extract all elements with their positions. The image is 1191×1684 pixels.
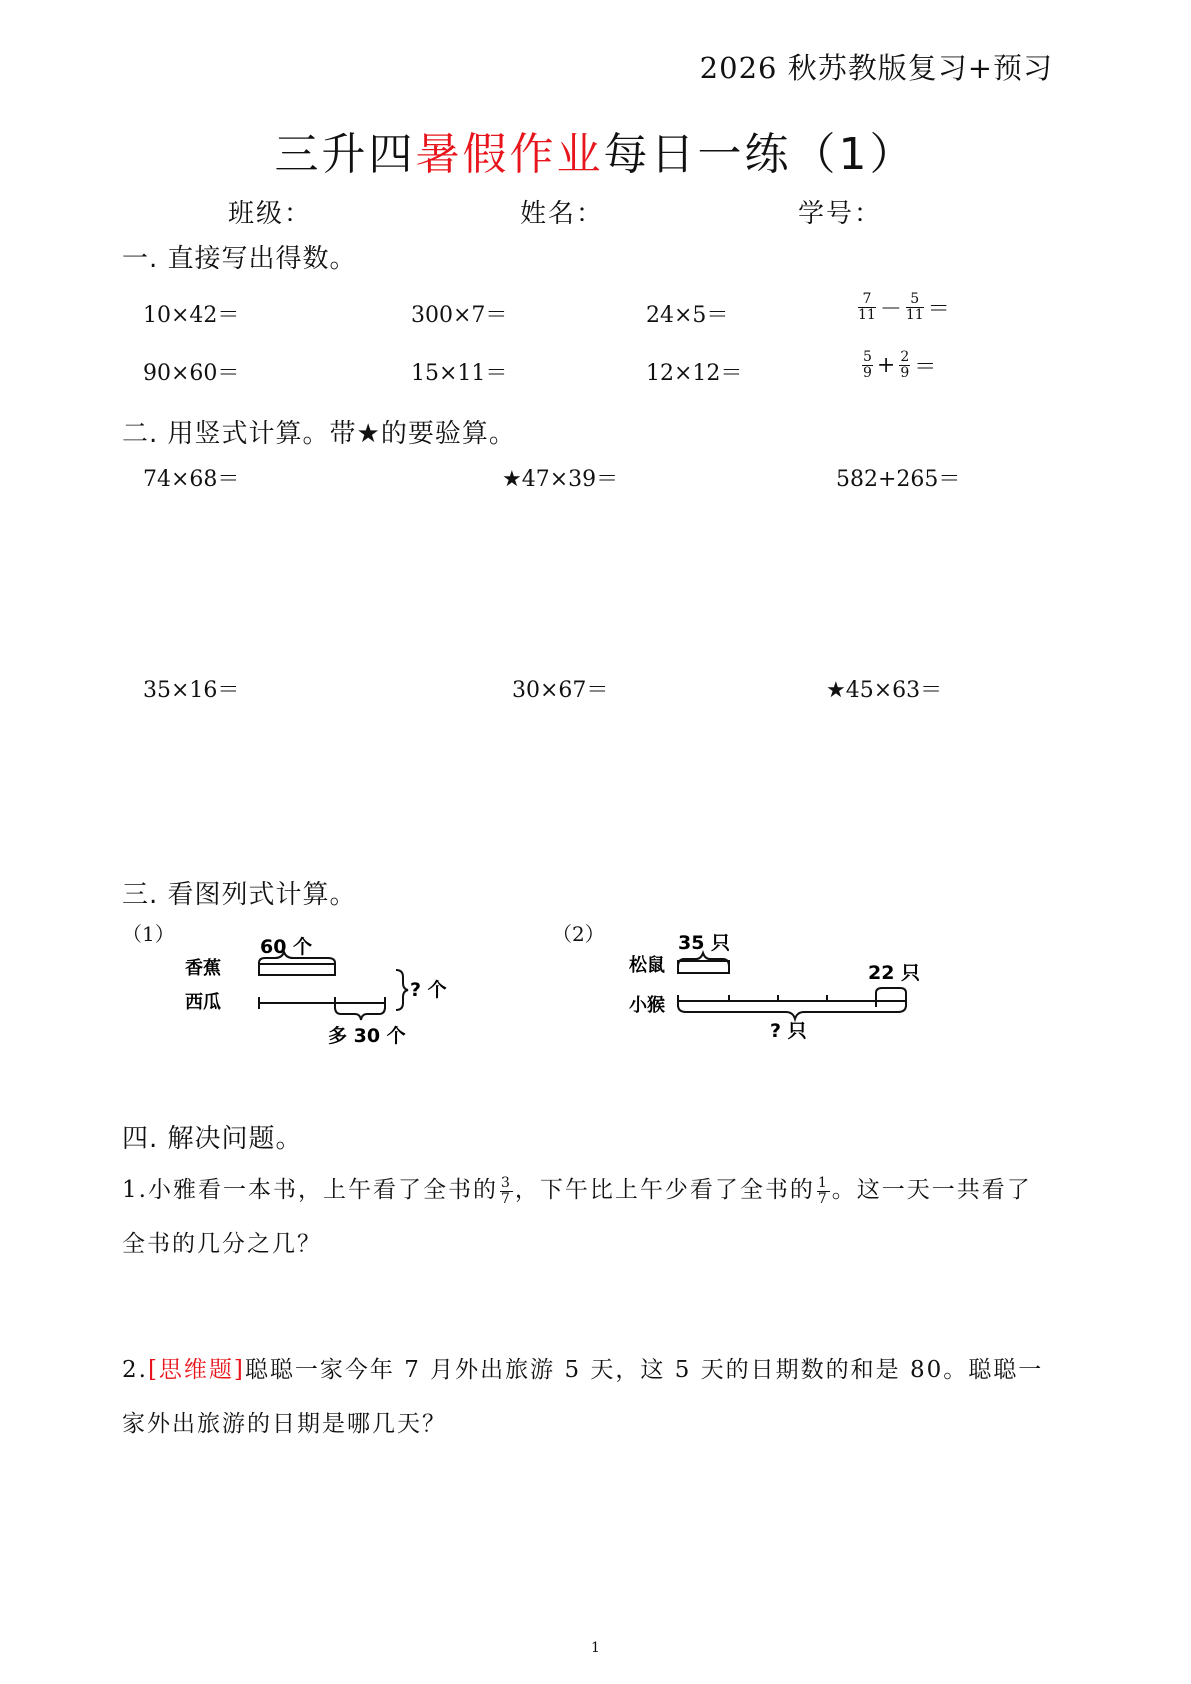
fraction-denominator: 9	[863, 365, 872, 381]
section4-heading: 四. 解决问题。	[122, 1124, 303, 1154]
title-part2: 暑假作业	[415, 129, 604, 180]
problem-2	[122, 1343, 1047, 1451]
fraction	[862, 350, 873, 381]
fraction-expression	[856, 292, 950, 323]
banana-bar	[259, 964, 335, 975]
class-field-label: 班级：	[228, 199, 313, 229]
title-part1: 三升四	[274, 129, 416, 180]
bottom-label: ? 只	[770, 1020, 807, 1042]
problem-2-number: 2.	[122, 1357, 148, 1383]
top-label: 60 个	[260, 936, 313, 958]
section3-heading: 三. 看图列式计算。	[122, 880, 357, 910]
fraction-numerator: 1	[817, 1174, 829, 1191]
brace-bottom	[335, 1007, 385, 1020]
fraction	[906, 292, 924, 323]
page-title	[0, 118, 1191, 182]
problem-1-line2: 全书的几分之几？	[122, 1231, 322, 1257]
fraction	[817, 1176, 830, 1207]
operator: －	[879, 297, 902, 322]
oral-item: 15×11＝	[411, 361, 508, 386]
oral-item: 10×42＝	[143, 303, 240, 328]
problem-1-text: 1.小雅看一本书，上午看了全书的	[122, 1177, 498, 1203]
problem-1	[122, 1163, 1047, 1271]
diagram-squirrel-monkey	[620, 925, 920, 1055]
row2-label: 西瓜	[185, 992, 221, 1013]
thinking-question-tag: [思维题]	[147, 1357, 245, 1383]
fraction-denominator: 9	[900, 365, 910, 381]
bottom-label: 多 30 个	[328, 1025, 406, 1047]
row2-label: 小猴	[629, 995, 665, 1016]
operator: +	[876, 353, 896, 378]
fraction-denominator: 11	[905, 307, 924, 323]
section2-heading: 二. 用竖式计算。带★的要验算。	[122, 419, 516, 449]
vertical-calc-item: 30×67＝	[512, 678, 609, 703]
fraction-numerator: 2	[900, 349, 910, 365]
page-number: 1	[591, 1640, 600, 1656]
right-label: 22 只	[868, 962, 920, 984]
section1-heading: 一. 直接写出得数。	[122, 244, 357, 274]
row1-label: 香蕉	[185, 958, 221, 979]
fraction-denominator: 7	[817, 1190, 829, 1207]
row1-label: 松鼠	[629, 955, 665, 976]
vertical-calc-item: 74×68＝	[143, 467, 240, 492]
fraction-denominator: 7	[500, 1190, 512, 1207]
right-label: ? 个	[410, 979, 447, 1001]
header-edition-label: 2026 秋苏教版复习+预习	[699, 51, 1053, 85]
fraction	[500, 1176, 513, 1207]
vertical-calc-item: 582+265＝	[836, 467, 961, 492]
fraction-expression	[860, 350, 936, 381]
vertical-calc-item: ★45×63＝	[826, 678, 943, 703]
oral-item: 12×12＝	[646, 361, 743, 386]
equals-sign: ＝	[927, 297, 950, 322]
vertical-calc-item: ★47×39＝	[502, 467, 619, 492]
brace-bottom	[678, 1005, 906, 1019]
fraction-numerator: 3	[500, 1174, 512, 1191]
brace-right	[396, 970, 408, 1010]
fraction-numerator: 7	[858, 292, 876, 308]
top-label: 35 只	[678, 932, 731, 954]
title-part3: 每日一练（1）	[603, 129, 917, 180]
vertical-calc-item: 35×16＝	[143, 678, 240, 703]
problem-2-text: 聪聪一家今年 7 月外出旅游 5 天，这 5 天的日期数的和是 80。聪聪一	[244, 1357, 1044, 1383]
fraction-numerator: 5	[863, 349, 872, 365]
fraction-denominator: 11	[858, 307, 876, 323]
oral-item: 300×7＝	[411, 303, 508, 328]
oral-item: 90×60＝	[143, 361, 240, 386]
oral-item: 24×5＝	[646, 303, 729, 328]
name-field-label: 姓名：	[520, 199, 605, 229]
problem-2-line1	[122, 1343, 1047, 1397]
problem-1-text: ，下午比上午少看了全书的	[514, 1177, 815, 1203]
problem-1-line1	[122, 1163, 1047, 1217]
equals-sign: ＝	[914, 355, 937, 380]
problem-1-text: 。这一天一共看了	[831, 1177, 1032, 1203]
problem2-label: （2）	[552, 922, 605, 946]
problem-2-line2: 家外出旅游的日期是哪几天？	[122, 1411, 447, 1437]
fraction-numerator: 5	[906, 292, 924, 308]
problem1-label: （1）	[122, 922, 175, 946]
number-field-label: 学号：	[798, 199, 883, 229]
fraction	[858, 292, 876, 323]
fraction	[899, 350, 910, 381]
squirrel-bar	[678, 961, 729, 973]
diagram-banana-watermelon	[170, 925, 470, 1055]
